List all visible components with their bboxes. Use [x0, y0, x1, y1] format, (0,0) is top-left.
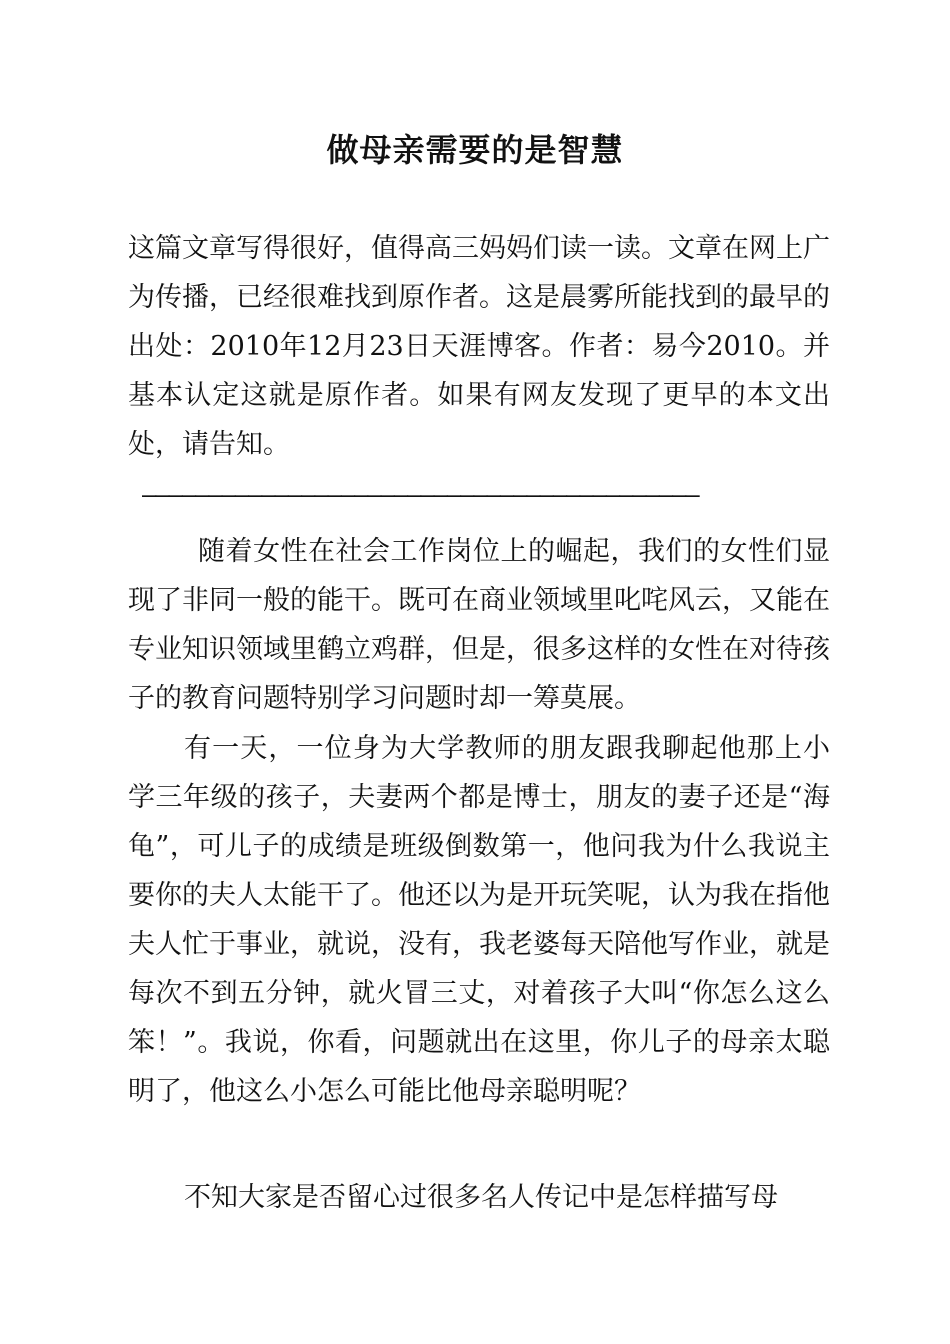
document-title: 做母亲需要的是智慧: [326, 131, 624, 169]
body-paragraph-1: 随着女性在社会工作岗位上的崛起，我们的女性们显现了非同一般的能干。既可在商业领域里叱咤风云，又能在专业知识领域里鹤立鸡群，但是，很多这样的女性在对待孩子的教育问题特别学习问题时却一筹莫展。: [128, 536, 830, 714]
body-paragraph-2: 有一天，一位身为大学教师的朋友跟我聊起他那上小学三年级的孩子，夫妻两个都是博士，朋友的妻子还是“海龟”，可儿子的成绩是班级倒数第一，他问我为什么我说主要你的夫人太能干了。他还以为是开玩笑呢，认为我在指他夫人忙于事业，就说，没有，我老婆每天陪他写作业，就是每次不到五分钟，就火冒三丈，对着孩子大叫“你怎么这么笨！”。我说，你看，问题就出在这里，你儿子的母亲太聪明了，他这么小怎么可能比他母亲聪明呢？: [128, 733, 830, 1107]
intro-paragraph: 这篇文章写得很好，值得高三妈妈们读一读。文章在网上广为传播，已经很难找到原作者。这是晨雾所能找到的最早的出处：2010年12月23日天涯博客。作者：易今2010。并基本认定这就是原作者。如果有网友发现了更早的本文出处，请告知。: [128, 233, 830, 460]
body-paragraph-3: 不知大家是否留心过很多名人传记中是怎样描写母: [184, 1182, 778, 1213]
divider-line: ——————————————————————————————————————————: [142, 481, 699, 509]
